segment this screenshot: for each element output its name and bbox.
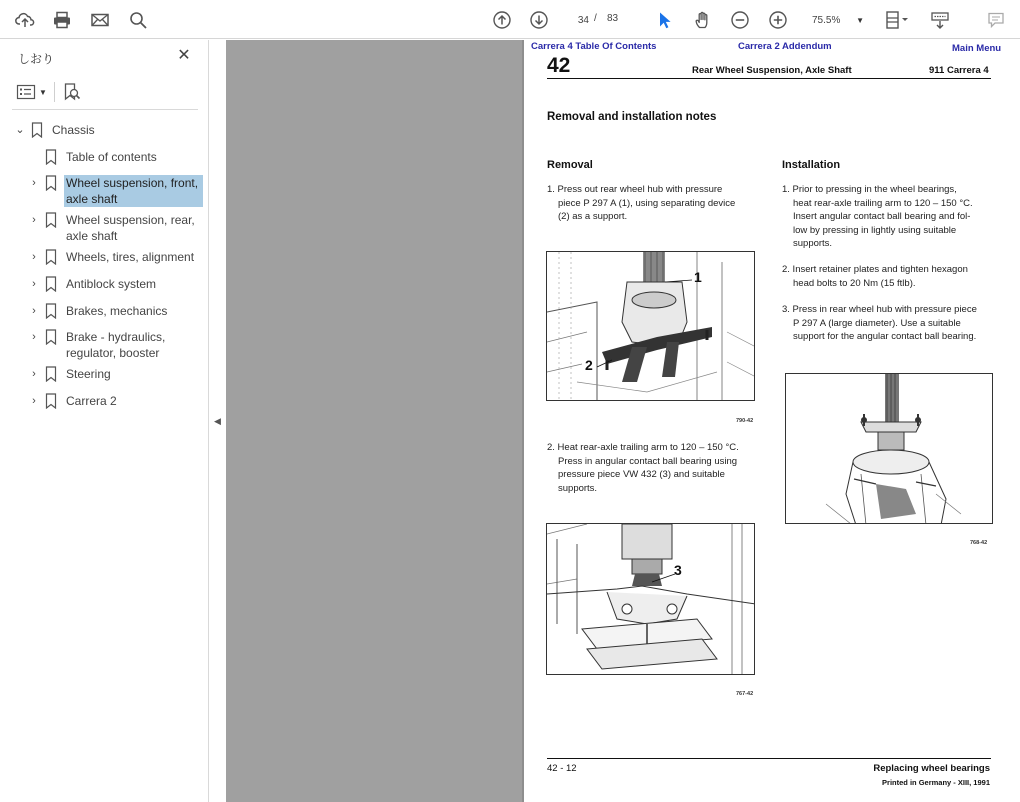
- figure-callout-1: 1: [694, 269, 702, 285]
- chevron-down-icon: ▼: [856, 15, 864, 25]
- text-line: pressure piece VW 432 (3) and suitable: [558, 469, 725, 480]
- header-model: 911 Carrera 4: [929, 65, 989, 76]
- addendum-link[interactable]: Carrera 2 Addendum: [738, 41, 832, 52]
- search-icon[interactable]: [125, 7, 151, 33]
- page-total: 83: [607, 13, 619, 24]
- bookmark-brake-hydraulics[interactable]: [0, 329, 209, 363]
- bookmark-brakes-mechanics[interactable]: [0, 303, 209, 321]
- footer-title: Replacing wheel bearings: [873, 763, 990, 774]
- figure-code-1: 790-42: [736, 418, 754, 424]
- list-options-icon: [16, 84, 36, 100]
- bookmark-label: Carrera 2: [66, 394, 117, 408]
- bookmark-icon: [31, 122, 43, 138]
- chapter-number: 42: [547, 54, 571, 77]
- section-title: Removal and installation notes: [547, 111, 717, 123]
- hub-press-drawing: [547, 252, 755, 401]
- text-line: support for the angular contact ball bearing.: [793, 331, 977, 342]
- text-line: low by pressing in lightly using suitable: [793, 224, 957, 236]
- bookmarks-panel: [0, 40, 209, 802]
- bookmark-wheel-suspension-front[interactable]: [0, 175, 209, 209]
- text-line: heat rear-axle trailing arm to 120 – 150 °C.: [793, 197, 973, 209]
- footer-rule: [547, 758, 991, 759]
- panel-collapse-strip: [210, 40, 226, 802]
- email-icon[interactable]: [87, 7, 113, 33]
- chevron-right-icon[interactable]: ›: [32, 368, 36, 380]
- text-line: head bolts to 20 Nm (15 ftlb).: [793, 277, 916, 289]
- chevron-down-icon[interactable]: ⌄: [15, 124, 25, 136]
- installation-step-3: [782, 303, 1002, 344]
- bookmark-label-line2: regulator, booster: [66, 346, 160, 360]
- footer-printed: Printed in Germany - XIII, 1991: [882, 778, 990, 787]
- figure-callout-2: 2: [585, 357, 593, 373]
- hand-tool-icon[interactable]: [690, 7, 716, 33]
- bookmark-icon: [45, 249, 57, 265]
- text-line: P 297 A (large diameter). Use a suitable: [793, 317, 961, 329]
- bookmark-icon: [45, 329, 57, 345]
- chevron-right-icon[interactable]: ›: [32, 305, 36, 317]
- main-menu-link[interactable]: Main Menu: [952, 43, 1002, 54]
- removal-step-1: [547, 183, 772, 224]
- bookmark-chassis[interactable]: [0, 122, 209, 140]
- chevron-right-icon[interactable]: ›: [32, 331, 36, 343]
- hub-press-in-drawing: [786, 374, 993, 524]
- chevron-down-icon: ▼: [39, 87, 47, 97]
- document-background: [226, 40, 522, 802]
- chevron-right-icon[interactable]: ›: [32, 251, 36, 263]
- bookmarks-panel-title: しおり: [18, 52, 55, 66]
- upload-cloud-icon[interactable]: [12, 7, 38, 33]
- installation-step-1: [782, 183, 1002, 251]
- page-number-input[interactable]: [565, 11, 589, 29]
- figure-hub-press-in: [785, 373, 993, 524]
- bookmark-label-line2: axle shaft: [66, 229, 118, 243]
- removal-heading: Removal: [547, 159, 593, 171]
- bookmark-antiblock-system[interactable]: [0, 276, 209, 294]
- figure-bearing-press-in: [546, 523, 755, 675]
- zoom-in-icon[interactable]: [765, 7, 791, 33]
- bookmark-icon: [45, 366, 57, 382]
- collapse-panel-icon[interactable]: ◀: [214, 416, 221, 426]
- footer-page-ref: 42 - 12: [547, 763, 577, 774]
- comment-icon[interactable]: [983, 7, 1009, 33]
- header-title: Rear Wheel Suspension, Axle Shaft: [692, 65, 852, 76]
- text-line: (2) as a support.: [558, 211, 628, 222]
- text-line: 3. Press in rear wheel hub with pressure piece: [782, 304, 977, 315]
- removal-step-2: [547, 441, 777, 495]
- bookmark-label-block: [66, 212, 195, 244]
- installation-heading: Installation: [782, 159, 841, 171]
- bookmark-icon: [45, 212, 57, 228]
- figure-callout-3: 3: [674, 562, 682, 578]
- bookmark-icon: [45, 276, 57, 292]
- bookmark-icon: [45, 393, 57, 409]
- bookmark-steering[interactable]: [0, 366, 209, 384]
- figure-hub-press-out: [546, 251, 755, 401]
- chevron-right-icon[interactable]: ›: [32, 395, 36, 407]
- bookmark-label-line2: axle shaft: [66, 192, 118, 206]
- bookmark-table-of-contents[interactable]: [0, 149, 209, 167]
- bearing-press-drawing: [547, 524, 755, 675]
- toc-link[interactable]: Carrera 4 Table Of Contents: [531, 41, 657, 52]
- bookmark-icon: [45, 149, 57, 165]
- text-line: Insert angular contact ball bearing and fol-: [793, 211, 971, 222]
- scroll-mode-icon[interactable]: [927, 7, 953, 33]
- bookmark-wheel-suspension-rear[interactable]: [0, 212, 209, 246]
- chevron-right-icon[interactable]: ›: [32, 278, 36, 290]
- main-toolbar: [0, 0, 1020, 39]
- bookmark-label: Wheels, tires, alignment: [66, 250, 195, 264]
- page-display-icon[interactable]: [880, 7, 914, 33]
- find-bookmark-icon[interactable]: [62, 82, 82, 102]
- zoom-out-icon[interactable]: [727, 7, 753, 33]
- chevron-right-icon[interactable]: ›: [32, 214, 36, 226]
- bookmark-icon: [45, 175, 57, 191]
- zoom-level-dropdown[interactable]: [808, 10, 864, 30]
- text-line: 1. Prior to pressing in the wheel bearings,: [782, 184, 957, 195]
- bookmark-options-button[interactable]: [16, 82, 48, 102]
- bookmark-wheels-tires-alignment[interactable]: [0, 249, 209, 267]
- bookmark-label: Antiblock system: [66, 277, 157, 291]
- installation-step-2: [782, 263, 1002, 290]
- next-page-icon[interactable]: [526, 7, 552, 33]
- text-line: piece P 297 A (1), using separating device: [558, 197, 736, 209]
- close-icon[interactable]: ✕: [177, 47, 191, 64]
- text-line: supports.: [793, 238, 833, 249]
- text-line: 1. Press out rear wheel hub with pressure: [547, 184, 723, 195]
- bookmark-carrera-2[interactable]: [0, 393, 209, 411]
- bookmark-label: Steering: [66, 367, 111, 381]
- figure-code-3: 768-42: [970, 540, 988, 546]
- page-separator: /: [594, 13, 597, 24]
- chevron-right-icon[interactable]: ›: [32, 177, 36, 189]
- zoom-level-value: 75.5%: [812, 14, 841, 26]
- text-line: supports.: [558, 482, 598, 494]
- panel-divider: [12, 109, 198, 110]
- text-line: 2. Heat rear-axle trailing arm to 120 – 150 °C.: [547, 442, 739, 453]
- bookmark-label-line1: Wheel suspension, rear,: [66, 213, 195, 227]
- bookmark-label-block: [64, 175, 203, 207]
- bookmark-label-line1: Wheel suspension, front,: [66, 176, 199, 190]
- pdf-page: [524, 40, 1020, 802]
- bookmark-label: Brakes, mechanics: [66, 304, 168, 318]
- text-line: Press in angular contact ball bearing using: [558, 455, 738, 467]
- print-icon[interactable]: [49, 7, 75, 33]
- bookmark-label-block: [66, 329, 165, 361]
- header-rule: [547, 78, 991, 79]
- select-cursor-icon[interactable]: [652, 7, 678, 33]
- previous-page-icon[interactable]: [489, 7, 515, 33]
- text-line: 2. Insert retainer plates and tighten hexagon: [782, 264, 968, 275]
- bookmark-label: Table of contents: [66, 150, 157, 164]
- bookmark-icon: [45, 303, 57, 319]
- toolbar-divider: [54, 82, 55, 102]
- figure-code-2: 767-42: [736, 691, 754, 697]
- bookmark-label: Chassis: [52, 123, 95, 137]
- bookmark-label-line1: Brake - hydraulics,: [66, 330, 166, 344]
